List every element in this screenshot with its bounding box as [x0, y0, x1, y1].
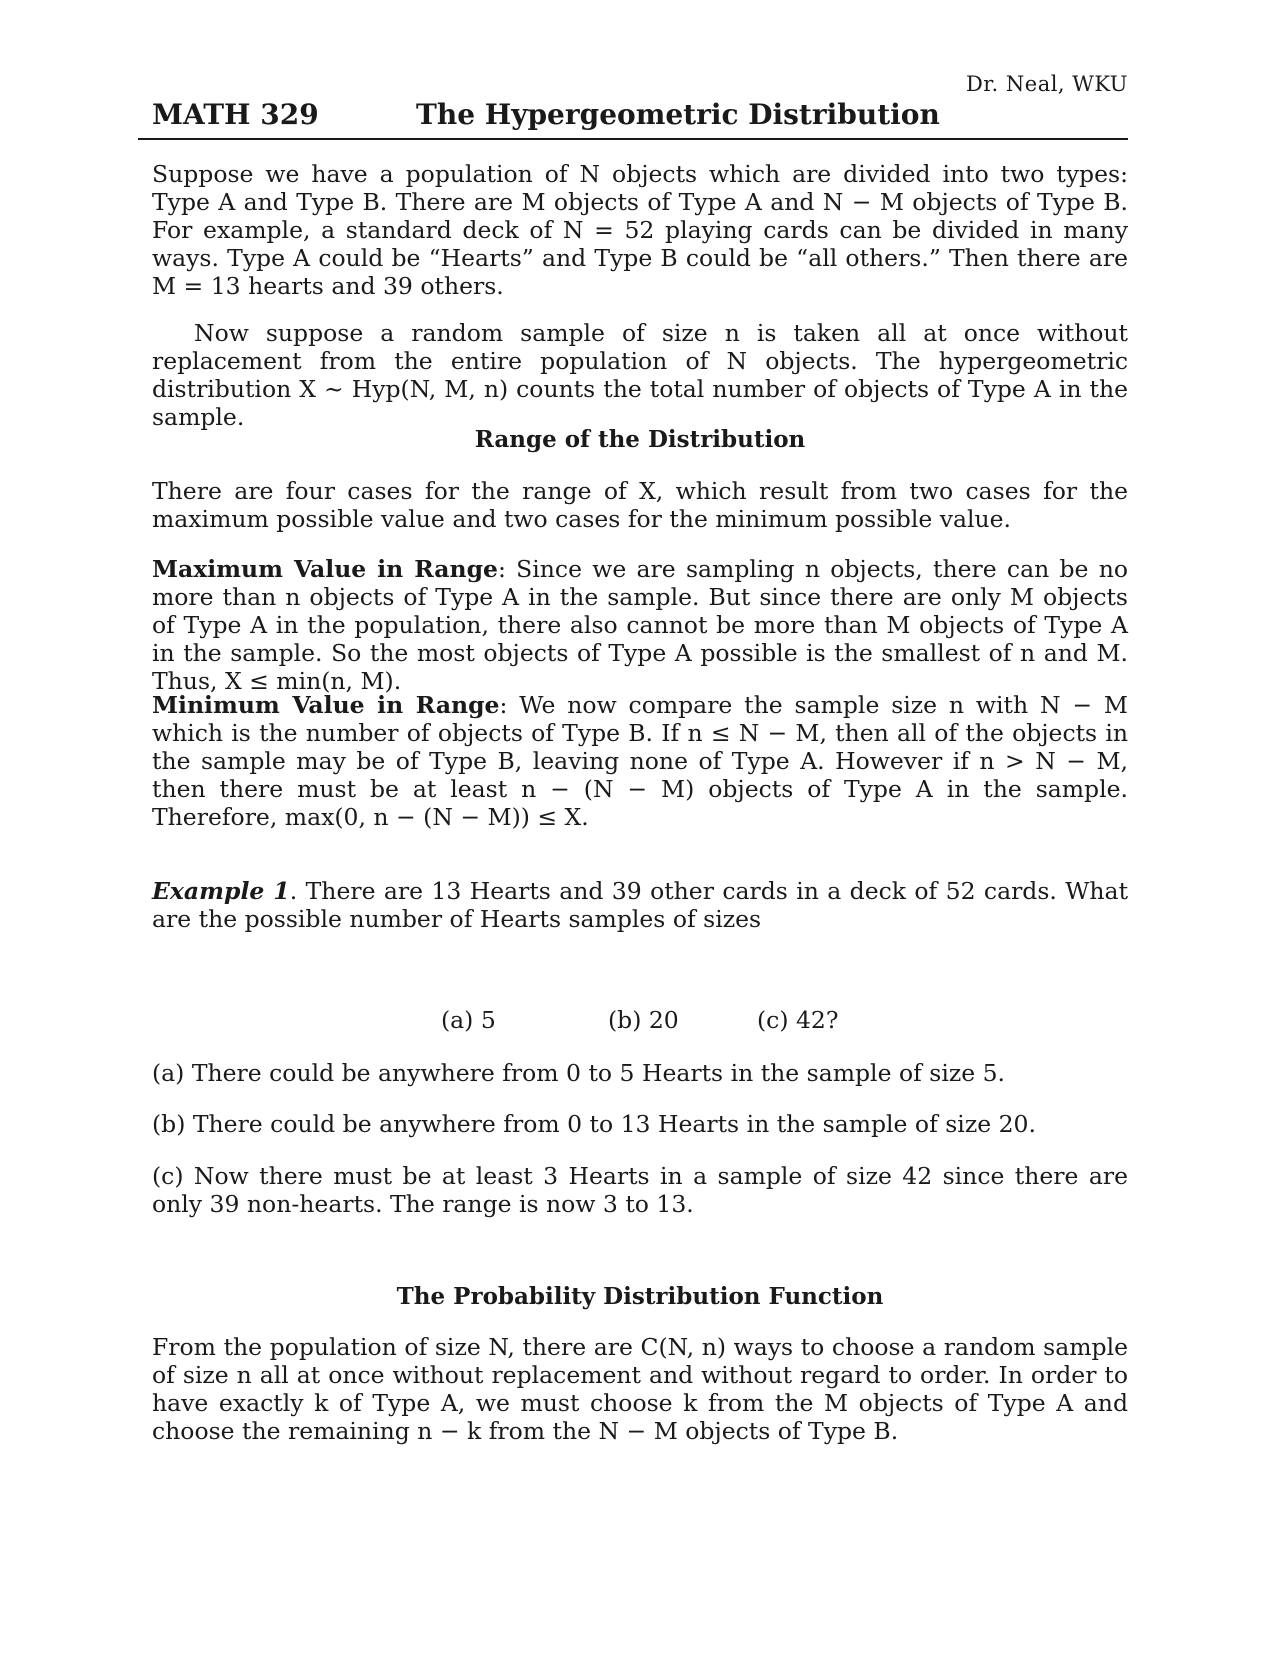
answer-a: (a) There could be anywhere from 0 to 5 Hearts in the sample of size 5. [152, 1059, 1006, 1087]
choice-a: (a) 5 [441, 1006, 496, 1034]
min-value-paragraph [152, 691, 1128, 831]
page-header [138, 98, 1128, 140]
range-heading: Range of the Distribution [474, 426, 806, 453]
answer-b: (b) There could be anywhere from 0 to 13 Hearts in the sample of size 20. [152, 1110, 1036, 1138]
range-paragraph: There are four cases for the range of X, which result from two cases for the maximum possible value and two cases for the minimum possible value. [152, 477, 1128, 533]
choice-c: (c) 42? [757, 1006, 839, 1034]
intro-paragraph-1: Suppose we have a population of N objects which are divided into two types: Type A and Type B. There are M objects of Type A and N − M objects of Type B. For example, a standard deck of N = 52 playing cards can be divided in many ways. Type A could be “Hearts” and Type B could be “all others.” Then there are M = 13 hearts and 39 others. [152, 160, 1128, 300]
course-code: MATH 329 [152, 98, 319, 131]
example-text: . There are 13 Hearts and 39 other cards in a deck of 52 cards. What are the possible number of Hearts samples of sizes [152, 877, 1129, 933]
max-value-label: Maximum Value in Range [152, 555, 498, 583]
example-paragraph [152, 877, 1128, 933]
page-title: The Hypergeometric Distribution [416, 98, 940, 131]
pdf-heading: The Probability Distribution Function [396, 1283, 884, 1310]
answer-c: (c) Now there must be at least 3 Hearts in a sample of size 42 since there are only 39 non-hearts. The range is now 3 to 13. [152, 1162, 1128, 1218]
choice-b: (b) 20 [608, 1006, 679, 1034]
min-value-label: Minimum Value in Range [152, 691, 500, 719]
author-line: Dr. Neal, WKU [965, 72, 1128, 96]
min-value-text: : We now compare the sample size n with N − M which is the number of objects of Type B. If n ≤ N − M, then all of the objects in the sample may be of Type B, leaving none of Type A. However if n > N − M, then there must be at least n − (N − M) objects of Type A in the sample. Therefore, max(0, n − (N − M)) ≤ X. [152, 691, 1128, 831]
example-label: Example 1 [152, 877, 290, 905]
intro-paragraph-2: Now suppose a random sample of size n is taken all at once without replacement from the entire population of N objects. The hypergeometric distribution X ~ Hyp(N, M, n) counts the total number of objects of Type A in the sample. [152, 319, 1128, 431]
pdf-paragraph: From the population of size N, there are C(N, n) ways to choose a random sample of size n all at once without replacement and without regard to order. In order to have exactly k of Type A, we must choose k from the M objects of Type A and choose the remaining n − k from the N − M objects of Type B. [152, 1333, 1128, 1445]
max-value-text: : Since we are sampling n objects, there can be no more than n objects of Type A in the sample. But since there are only M objects of Type A in the population, there also cannot be more than M objects of Type A in the sample. So the most objects of Type A possible is the smallest of n and M. Thus, X ≤ min(n, M). [152, 555, 1128, 695]
max-value-paragraph [152, 555, 1128, 695]
